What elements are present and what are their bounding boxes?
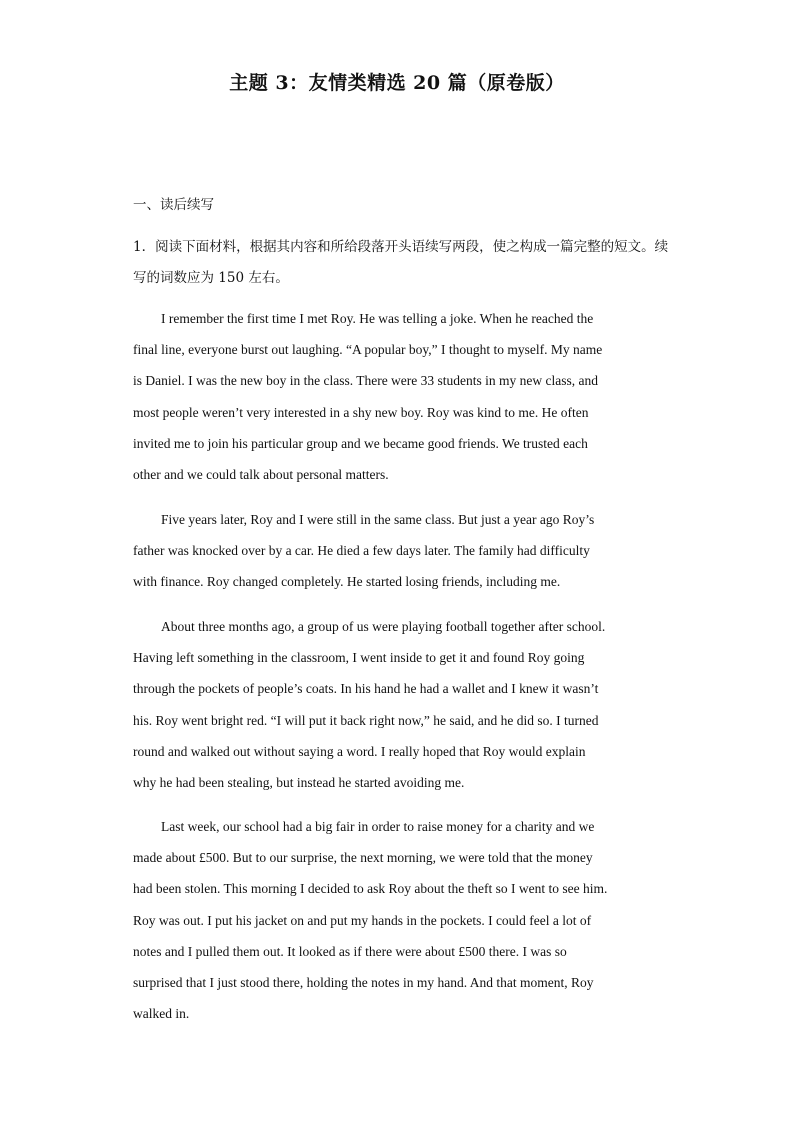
story-line: made about £500. But to our surprise, the next morning, we were told that the money	[133, 850, 593, 866]
section-heading: 一、读后续写	[133, 197, 214, 213]
story-line: I remember the first time I met Roy. He was telling a joke. When he reached the	[161, 311, 594, 326]
story-paragraph-2	[133, 504, 673, 598]
story-line: walked in.	[133, 1006, 190, 1022]
story-line: had been stolen. This morning I decided to ask Roy about the theft so I went to see him.	[133, 881, 608, 897]
story-line: most people weren’t very interested in a shy new boy. Roy was kind to me. He often	[133, 404, 589, 420]
story-line: notes and I pulled them out. It looked as if there were about £500 there. I was so	[133, 943, 567, 959]
story-line: father was knocked over by a car. He died a few days later. The family had difficulty	[133, 543, 590, 559]
story-paragraph-3	[133, 611, 673, 798]
story-line: his. Roy went bright red. “I will put it back right now,” he said, and he did so. I turned	[133, 712, 599, 728]
story-line: surprised that I just stood there, holding the notes in my hand. And that moment, Roy	[133, 974, 594, 990]
page-title: 主题 3：友情类精选 20 篇（原卷版）	[229, 72, 565, 94]
story-line: Five years later, Roy and I were still in the same class. But just a year ago Roy’s	[161, 512, 595, 527]
story-line: is Daniel. I was the new boy in the class. There were 33 students in my new class, and	[133, 373, 599, 389]
story-line: through the pockets of people’s coats. In his hand he had a wallet and I knew it wasn’t	[133, 681, 599, 697]
story-line: Roy was out. I put his jacket on and put my hands in the pockets. I could feel a lot of	[133, 912, 592, 928]
story-line: other and we could talk about personal matters.	[133, 466, 389, 482]
story-paragraph-1	[133, 303, 673, 490]
story-line: final line, everyone burst out laughing. “A popular boy,” I thought to myself. My name	[133, 342, 603, 358]
story-line: Having left something in the classroom, I went inside to get it and found Roy going	[133, 650, 585, 666]
story-line: with finance. Roy changed completely. He started losing friends, including me.	[133, 574, 561, 590]
story-paragraph-4	[133, 811, 673, 1029]
story-line: invited me to join his particular group and we became good friends. We trusted each	[133, 435, 588, 451]
story-line: round and walked out without saying a word. I really hoped that Roy would explain	[133, 743, 586, 759]
story-line: why he had been stealing, but instead he started avoiding me.	[133, 774, 465, 790]
story-line: About three months ago, a group of us were playing football together after school.	[161, 619, 606, 634]
question-instruction: 1．阅读下面材料，根据其内容和所给段落开头语续写两段，使之构成一篇完整的短文。续写的词数应为 150 左右。	[133, 239, 669, 286]
story-line: Last week, our school had a big fair in order to raise money for a charity and we	[161, 819, 595, 834]
